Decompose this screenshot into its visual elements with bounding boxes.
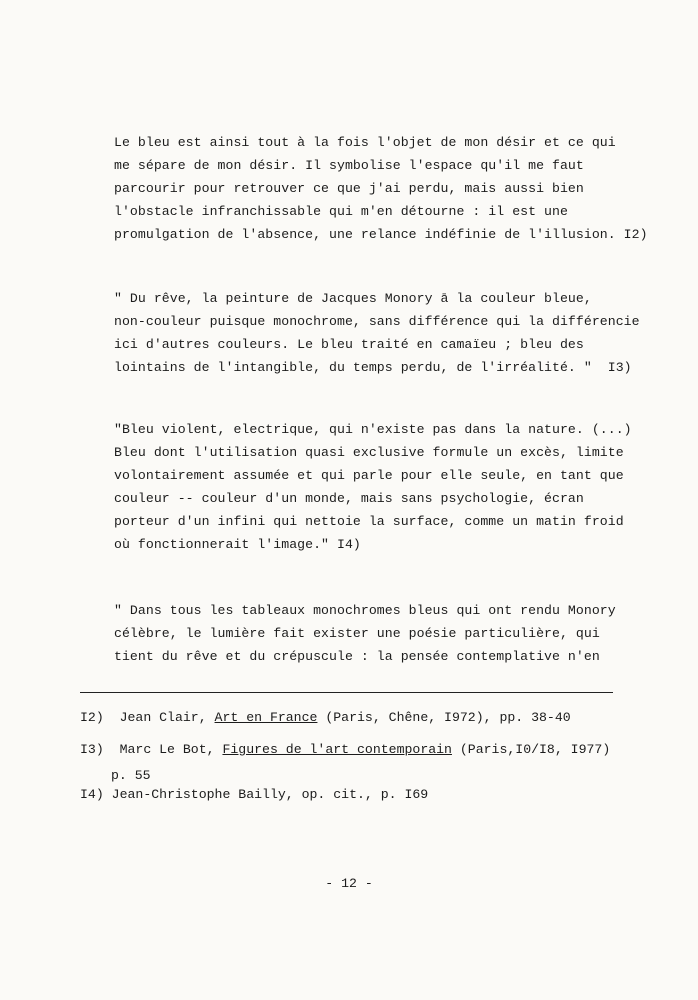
- paragraph-2: [114, 287, 654, 379]
- footnote-details: (Paris, Chêne, I972), pp. 38-40: [317, 710, 571, 725]
- paragraph-1: [114, 131, 654, 246]
- footnote-title: Figures de l'art contemporain: [222, 742, 452, 757]
- text-line: ici d'autres couleurs. Le bleu traité en camaïeu ; bleu des: [114, 337, 584, 352]
- text-line: me sépare de mon désir. Il symbolise l'espace qu'il me faut: [114, 158, 584, 173]
- footnote-title: Art en France: [214, 710, 318, 725]
- footnote-13: [80, 740, 610, 760]
- footnote-author: Marc Le Bot,: [119, 742, 223, 757]
- footnote-number: I3): [80, 742, 104, 757]
- paragraph-3: [114, 418, 654, 556]
- text-line: " Dans tous les tableaux monochromes bleus qui ont rendu Monory: [114, 603, 616, 618]
- footnote-number: I2): [80, 710, 104, 725]
- text-line: " Du rêve, la peinture de Jacques Monory ā la couleur bleue,: [114, 291, 592, 306]
- text-line: non-couleur puisque monochrome, sans différence qui la différencie: [114, 314, 640, 329]
- text-line: l'obstacle infranchissable qui m'en détourne : il est une: [114, 204, 568, 219]
- footnote-number: I4): [80, 787, 104, 802]
- paragraph-4: [114, 599, 654, 668]
- footnote-details: (Paris,I0/I8, I977): [451, 742, 611, 757]
- text-line: parcourir pour retrouver ce que j'ai perdu, mais aussi bien: [114, 181, 584, 196]
- page-number: - 12 -: [325, 876, 373, 891]
- text-line: porteur d'un infini qui nettoie la surface, comme un matin froid: [114, 514, 624, 529]
- text-line: volontairement assumée et qui parle pour elle seule, en tant que: [114, 468, 624, 483]
- text-line: Le bleu est ainsi tout à la fois l'objet de mon désir et ce qui: [114, 135, 616, 150]
- footnote-separator: [80, 692, 613, 693]
- text-line: lointains de l'intangible, du temps perdu, de l'irréalité. " I3): [114, 360, 632, 375]
- footnote-13-continuation: p. 55: [111, 768, 151, 783]
- footnote-text: Jean-Christophe Bailly, op. cit., p. I69: [111, 787, 429, 802]
- text-line: célèbre, le lumière fait exister une poésie particulière, qui: [114, 626, 600, 641]
- text-line: où fonctionnerait l'image." I4): [114, 537, 361, 552]
- text-line: "Bleu violent, electrique, qui n'existe pas dans la nature. (...): [114, 422, 632, 437]
- text-line: promulgation de l'absence, une relance indéfinie de l'illusion. I2): [114, 227, 648, 242]
- text-line: tient du rêve et du crépuscule : la pensée contemplative n'en: [114, 649, 600, 664]
- text-line: couleur -- couleur d'un monde, mais sans psychologie, écran: [114, 491, 584, 506]
- footnote-12: [80, 708, 571, 728]
- text-line: Bleu dont l'utilisation quasi exclusive formule un excès, limite: [114, 445, 624, 460]
- footnote-14: [80, 785, 428, 805]
- footnote-author: Jean Clair,: [119, 710, 215, 725]
